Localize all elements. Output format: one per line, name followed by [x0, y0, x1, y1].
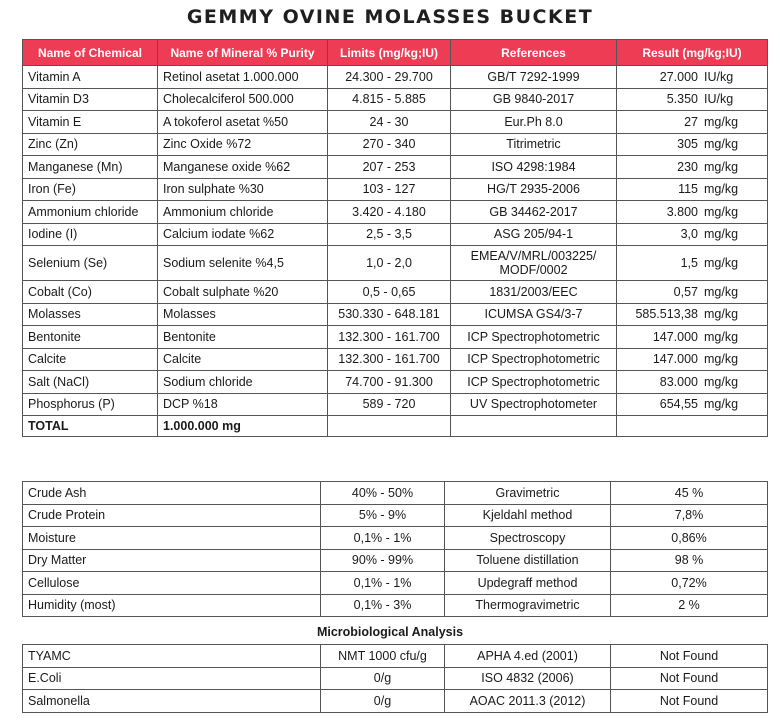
table-row — [23, 88, 768, 111]
chemical-name-cell: Molasses — [23, 303, 158, 326]
result-cell — [617, 348, 768, 371]
result-cell — [617, 246, 768, 281]
chemical-name-cell: Manganese (Mn) — [23, 156, 158, 179]
table-row — [23, 178, 768, 201]
limits-cell: 589 - 720 — [328, 393, 451, 416]
result-unit: mg/kg — [704, 307, 739, 322]
mineral-purity-cell: DCP %18 — [158, 393, 328, 416]
result-value: 305 — [677, 137, 698, 152]
result-cell — [617, 393, 768, 416]
result-cell: 45 % — [611, 482, 768, 505]
table-row — [23, 246, 768, 281]
table-row — [23, 371, 768, 394]
chemical-name-cell: Vitamin D3 — [23, 88, 158, 111]
limits-cell: 2,5 - 3,5 — [328, 223, 451, 246]
empty-cell — [617, 416, 768, 437]
result-wrapper — [622, 330, 762, 344]
result-value: 1,5 — [680, 256, 698, 270]
result-unit: mg/kg — [704, 159, 739, 174]
mineral-purity-cell: Bentonite — [158, 326, 328, 349]
mineral-purity-cell: Iron sulphate %30 — [158, 178, 328, 201]
empty-cell — [451, 416, 617, 437]
chemical-name-cell: Iodine (I) — [23, 223, 158, 246]
mineral-purity-cell: Retinol asetat 1.000.000 — [158, 66, 328, 89]
mineral-purity-cell: Manganese oxide %62 — [158, 156, 328, 179]
header-limits: Limits (mg/kg;IU) — [328, 40, 451, 66]
reference-cell: GB/T 7292-1999 — [451, 66, 617, 89]
chemical-name-cell: Salt (NaCl) — [23, 371, 158, 394]
reference-cell: UV Spectrophotometer — [451, 393, 617, 416]
table-row — [23, 482, 768, 505]
result-unit: mg/kg — [704, 204, 739, 219]
method-cell: Gravimetric — [445, 482, 611, 505]
result-unit: mg/kg — [704, 256, 739, 270]
limits-cell: 132.300 - 161.700 — [328, 326, 451, 349]
page-title: GEMMY OVINE MOLASSES BUCKET — [186, 6, 594, 28]
result-cell — [617, 371, 768, 394]
result-cell: 0,72% — [611, 572, 768, 595]
chemical-composition-table — [22, 39, 768, 437]
reference-cell: 1831/2003/EEC — [451, 281, 617, 304]
limits-cell: 74.700 - 91.300 — [328, 371, 451, 394]
limits-cell: 103 - 127 — [328, 178, 451, 201]
result-value: 3,0 — [680, 227, 698, 242]
reference-cell: EMEA/V/MRL/003225/ MODF/0002 — [451, 246, 617, 281]
reference-cell: GB 34462-2017 — [451, 201, 617, 224]
table-row — [23, 393, 768, 416]
chemical-name-cell: Ammonium chloride — [23, 201, 158, 224]
result-cell — [617, 326, 768, 349]
total-label: TOTAL — [23, 416, 158, 437]
method-cell: ISO 4832 (2006) — [445, 667, 611, 690]
result-unit: IU/kg — [704, 92, 734, 107]
result-unit: IU/kg — [704, 69, 734, 84]
parameter-name-cell: Moisture — [23, 527, 321, 550]
mineral-purity-cell: Cobalt sulphate %20 — [158, 281, 328, 304]
table-header-row — [23, 40, 768, 66]
reference-cell: Titrimetric — [451, 133, 617, 156]
table-row — [23, 156, 768, 179]
result-cell — [617, 201, 768, 224]
limits-cell: 40% - 50% — [321, 482, 445, 505]
method-cell: APHA 4.ed (2001) — [445, 645, 611, 668]
result-unit: mg/kg — [704, 352, 739, 367]
mineral-purity-cell: Sodium selenite %4,5 — [158, 246, 328, 281]
result-cell — [617, 281, 768, 304]
table-row — [23, 594, 768, 617]
header-result: Result (mg/kg;IU) — [617, 40, 768, 66]
mineral-purity-cell: Sodium chloride — [158, 371, 328, 394]
result-value: 230 — [677, 159, 698, 174]
result-cell — [617, 178, 768, 201]
result-cell: 2 % — [611, 594, 768, 617]
chemical-name-cell: Vitamin A — [23, 66, 158, 89]
result-cell: 98 % — [611, 549, 768, 572]
header-references: References — [451, 40, 617, 66]
method-cell: AOAC 2011.3 (2012) — [445, 690, 611, 713]
table-row — [23, 111, 768, 134]
result-unit: mg/kg — [704, 329, 739, 344]
result-wrapper — [622, 137, 762, 151]
chemical-name-cell: Vitamin E — [23, 111, 158, 134]
result-wrapper — [622, 115, 762, 129]
table-row — [23, 66, 768, 89]
result-unit: mg/kg — [704, 284, 739, 299]
mineral-purity-cell: Calcium iodate %62 — [158, 223, 328, 246]
limits-cell: 1,0 - 2,0 — [328, 246, 451, 281]
result-value: 27.000 — [659, 69, 698, 84]
result-value: 147.000 — [652, 329, 698, 344]
table-row — [23, 303, 768, 326]
limits-cell: 4.815 - 5.885 — [328, 88, 451, 111]
result-wrapper — [622, 205, 762, 219]
limits-cell: 0,1% - 3% — [321, 594, 445, 617]
table-row — [23, 223, 768, 246]
reference-cell: ICP Spectrophotometric — [451, 371, 617, 394]
table-row — [23, 527, 768, 550]
result-wrapper — [622, 352, 762, 366]
table-row — [23, 348, 768, 371]
result-cell: Not Found — [611, 645, 768, 668]
limits-cell: 132.300 - 161.700 — [328, 348, 451, 371]
table-row — [23, 504, 768, 527]
result-wrapper — [622, 160, 762, 174]
microbiological-table — [22, 644, 768, 713]
mineral-purity-cell: Ammonium chloride — [158, 201, 328, 224]
result-wrapper — [622, 256, 762, 270]
result-cell — [617, 111, 768, 134]
result-wrapper — [622, 92, 762, 106]
result-value: 585.513,38 — [635, 307, 698, 322]
reference-cell: HG/T 2935-2006 — [451, 178, 617, 201]
result-wrapper — [622, 375, 762, 389]
reference-cell: ICP Spectrophotometric — [451, 326, 617, 349]
result-value: 115 — [678, 182, 698, 197]
limits-cell: NMT 1000 cfu/g — [321, 645, 445, 668]
result-value: 147.000 — [652, 352, 698, 367]
table-row — [23, 690, 768, 713]
chemical-name-cell: Zinc (Zn) — [23, 133, 158, 156]
result-unit: mg/kg — [704, 227, 739, 242]
limits-cell: 270 - 340 — [328, 133, 451, 156]
chemical-name-cell: Selenium (Se) — [23, 246, 158, 281]
parameter-name-cell: Crude Protein — [23, 504, 321, 527]
limits-cell: 0/g — [321, 690, 445, 713]
total-value: 1.000.000 mg — [158, 416, 328, 437]
table-row — [23, 133, 768, 156]
analysis-table — [22, 481, 768, 617]
result-value: 83.000 — [659, 374, 698, 389]
limits-cell: 530.330 - 648.181 — [328, 303, 451, 326]
result-cell — [617, 88, 768, 111]
result-value: 654,55 — [659, 397, 698, 412]
method-cell: Thermogravimetric — [445, 594, 611, 617]
reference-cell: ISO 4298:1984 — [451, 156, 617, 179]
chemical-name-cell: Cobalt (Co) — [23, 281, 158, 304]
result-cell — [617, 156, 768, 179]
chemical-name-cell: Phosphorus (P) — [23, 393, 158, 416]
limits-cell: 0,1% - 1% — [321, 572, 445, 595]
header-mineral: Name of Mineral % Purity — [158, 40, 328, 66]
result-cell — [617, 223, 768, 246]
reference-cell: ASG 205/94-1 — [451, 223, 617, 246]
limits-cell: 207 - 253 — [328, 156, 451, 179]
microbiological-title: Microbiological Analysis — [316, 625, 464, 639]
result-cell — [617, 303, 768, 326]
method-cell: Kjeldahl method — [445, 504, 611, 527]
mineral-purity-cell: Zinc Oxide %72 — [158, 133, 328, 156]
reference-cell: Eur.Ph 8.0 — [451, 111, 617, 134]
parameter-name-cell: TYAMC — [23, 645, 321, 668]
parameter-name-cell: Dry Matter — [23, 549, 321, 572]
result-value: 27 — [684, 114, 698, 129]
parameter-name-cell: E.Coli — [23, 667, 321, 690]
result-cell: 7,8% — [611, 504, 768, 527]
table-row — [23, 645, 768, 668]
table-row — [23, 201, 768, 224]
limits-cell: 24.300 - 29.700 — [328, 66, 451, 89]
result-unit: mg/kg — [704, 397, 739, 412]
reference-cell: ICP Spectrophotometric — [451, 348, 617, 371]
result-cell: 0,86% — [611, 527, 768, 550]
limits-cell: 5% - 9% — [321, 504, 445, 527]
parameter-name-cell: Crude Ash — [23, 482, 321, 505]
result-wrapper — [622, 182, 762, 196]
result-cell — [617, 133, 768, 156]
result-unit: mg/kg — [704, 114, 739, 129]
limits-cell: 0,1% - 1% — [321, 527, 445, 550]
result-wrapper — [622, 285, 762, 299]
result-unit: mg/kg — [704, 182, 739, 197]
parameter-name-cell: Cellulose — [23, 572, 321, 595]
parameter-name-cell: Salmonella — [23, 690, 321, 713]
reference-cell: GB 9840-2017 — [451, 88, 617, 111]
table-row — [23, 281, 768, 304]
result-cell: Not Found — [611, 667, 768, 690]
result-wrapper — [622, 70, 762, 84]
header-chemical: Name of Chemical — [23, 40, 158, 66]
result-wrapper — [622, 307, 762, 321]
empty-cell — [328, 416, 451, 437]
mineral-purity-cell: Calcite — [158, 348, 328, 371]
result-wrapper — [622, 397, 762, 411]
table-row — [23, 667, 768, 690]
chemical-name-cell: Iron (Fe) — [23, 178, 158, 201]
method-cell: Updegraff method — [445, 572, 611, 595]
result-cell: Not Found — [611, 690, 768, 713]
result-value: 5.350 — [666, 92, 698, 107]
mineral-purity-cell: Molasses — [158, 303, 328, 326]
result-unit: mg/kg — [704, 374, 739, 389]
total-row — [23, 416, 768, 437]
limits-cell: 3.420 - 4.180 — [328, 201, 451, 224]
mineral-purity-cell: Cholecalciferol 500.000 — [158, 88, 328, 111]
chemical-name-cell: Calcite — [23, 348, 158, 371]
parameter-name-cell: Humidity (most) — [23, 594, 321, 617]
result-wrapper — [622, 227, 762, 241]
table-row — [23, 572, 768, 595]
limits-cell: 0/g — [321, 667, 445, 690]
result-value: 3.800 — [666, 204, 698, 219]
table-row — [23, 326, 768, 349]
limits-cell: 0,5 - 0,65 — [328, 281, 451, 304]
mineral-purity-cell: A tokoferol asetat %50 — [158, 111, 328, 134]
method-cell: Spectroscopy — [445, 527, 611, 550]
reference-cell: ICUMSA GS4/3-7 — [451, 303, 617, 326]
result-cell — [617, 66, 768, 89]
limits-cell: 24 - 30 — [328, 111, 451, 134]
table-row — [23, 549, 768, 572]
limits-cell: 90% - 99% — [321, 549, 445, 572]
method-cell: Toluene distillation — [445, 549, 611, 572]
result-value: 0,57 — [673, 284, 698, 299]
result-unit: mg/kg — [704, 137, 739, 152]
chemical-name-cell: Bentonite — [23, 326, 158, 349]
